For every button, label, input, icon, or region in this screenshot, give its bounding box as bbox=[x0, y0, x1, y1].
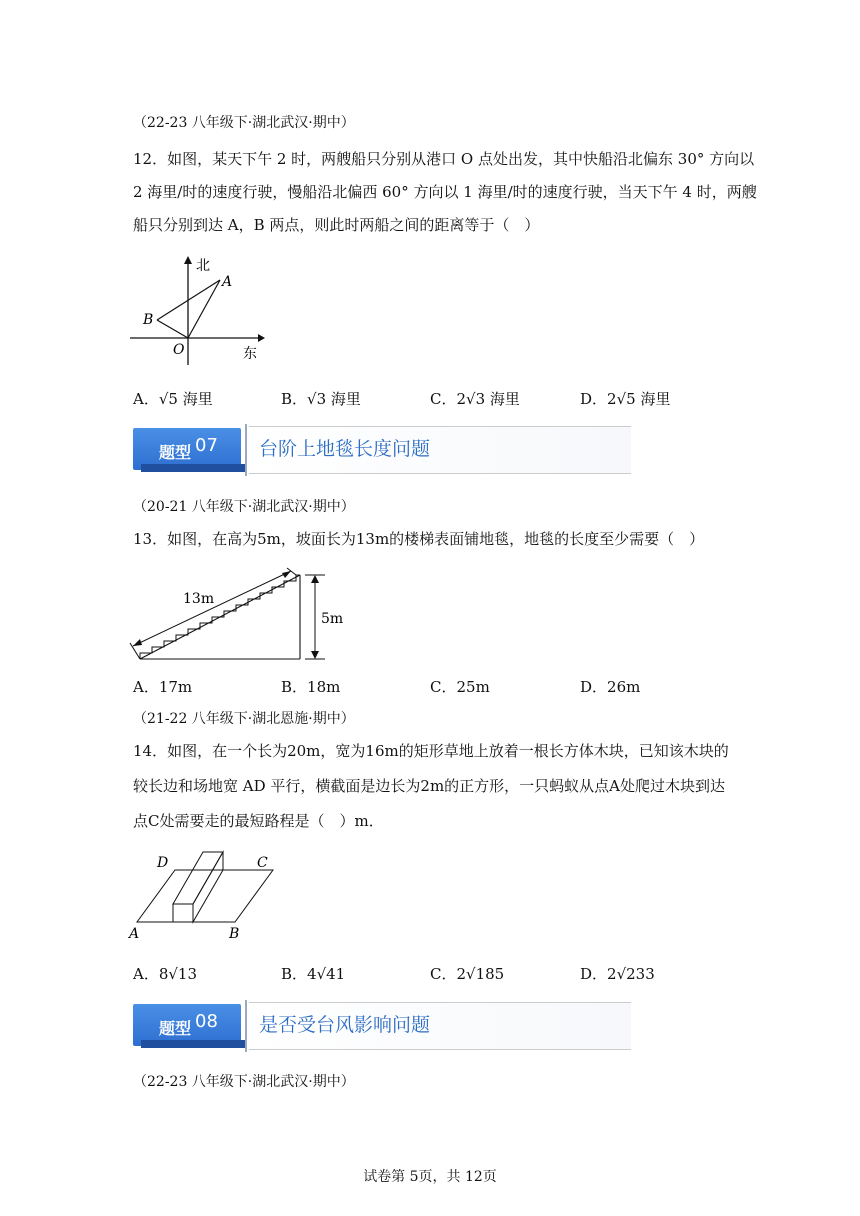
tag-word: 题型 bbox=[159, 443, 192, 462]
question-14-line-2: 较长边和场地宽 AD 平行，横截面是边长为2m的正方形，一只蚂蚁从点A处爬过木块到达 bbox=[133, 777, 725, 795]
tag-number: 08 bbox=[195, 1011, 218, 1032]
q13-option-d: D．26m bbox=[580, 678, 641, 696]
section-tag bbox=[133, 1004, 241, 1046]
source-note-q15: （22-23 八年级下·湖北武汉·期中） bbox=[133, 1074, 355, 1090]
q13-option-b: B．18m bbox=[281, 678, 341, 696]
q12-option-a: A．√5 海里 bbox=[133, 390, 213, 408]
figure-staircase bbox=[125, 565, 355, 665]
question-12-line-1: 12．如图，某天下午 2 时，两艘船只分别从港口 O 点处出发，其中快船沿北偏东 30° 方向以 bbox=[133, 150, 755, 168]
figure-wood-block-field bbox=[125, 840, 295, 945]
point-a-label: A bbox=[222, 274, 233, 290]
question-14-line-3: 点C处需要走的最短路程是（ ）m． bbox=[133, 812, 384, 830]
slope-length-label: 13m bbox=[183, 591, 215, 607]
q14-option-d: D．2√233 bbox=[580, 965, 655, 983]
question-14-line-1: 14．如图，在一个长为20m，宽为16m的矩形草地上放着一根长方体木块，已知该木块的 bbox=[133, 742, 729, 760]
height-label: 5m bbox=[321, 611, 344, 627]
source-note-q13: （20-21 八年级下·湖北武汉·期中） bbox=[133, 499, 355, 515]
figure-ship-directions bbox=[125, 250, 265, 370]
point-o-label: O bbox=[173, 342, 185, 358]
section-title: 台阶上地毯长度问题 bbox=[259, 438, 431, 460]
q12-option-b: B．√3 海里 bbox=[281, 390, 361, 408]
question-13-line-1: 13．如图，在高为5m，坡面长为13m的楼梯表面铺地毯，地毯的长度至少需要（ ） bbox=[133, 530, 705, 548]
page-footer: 试卷第 5页，共 12页 bbox=[363, 1169, 497, 1185]
q14-option-c: C．2√185 bbox=[430, 965, 505, 983]
point-a-label: A bbox=[129, 926, 140, 942]
point-b-label: B bbox=[229, 926, 240, 942]
point-c-label: C bbox=[257, 855, 268, 871]
section-title: 是否受台风影响问题 bbox=[259, 1014, 431, 1036]
source-note-q12: （22-23 八年级下·湖北武汉·期中） bbox=[133, 115, 355, 131]
section-tag bbox=[133, 428, 241, 470]
north-label: 北 bbox=[196, 258, 210, 274]
source-note-q14: （21-22 八年级下·湖北恩施·期中） bbox=[133, 711, 355, 727]
tag-number: 07 bbox=[195, 435, 218, 456]
question-12-line-3: 船只分别到达 A，B 两点，则此时两船之间的距离等于（ ） bbox=[133, 216, 540, 234]
q14-option-a: A．8√13 bbox=[133, 965, 198, 983]
question-12-line-2: 2 海里/时的速度行驶，慢船沿北偏西 60° 方向以 1 海里/时的速度行驶，当天下午 4 时，两艘 bbox=[133, 183, 757, 201]
q12-option-c: C．2√3 海里 bbox=[430, 390, 520, 408]
east-label: 东 bbox=[243, 346, 257, 362]
q14-option-b: B．4√41 bbox=[281, 965, 346, 983]
q13-option-a: A．17m bbox=[133, 678, 193, 696]
q13-option-c: C．25m bbox=[430, 678, 490, 696]
point-d-label: D bbox=[157, 855, 169, 871]
point-b-label: B bbox=[143, 312, 154, 328]
section-08-banner bbox=[133, 1000, 631, 1052]
tag-word: 题型 bbox=[159, 1019, 192, 1038]
section-07-banner bbox=[133, 424, 631, 476]
q12-option-d: D．2√5 海里 bbox=[580, 390, 671, 408]
